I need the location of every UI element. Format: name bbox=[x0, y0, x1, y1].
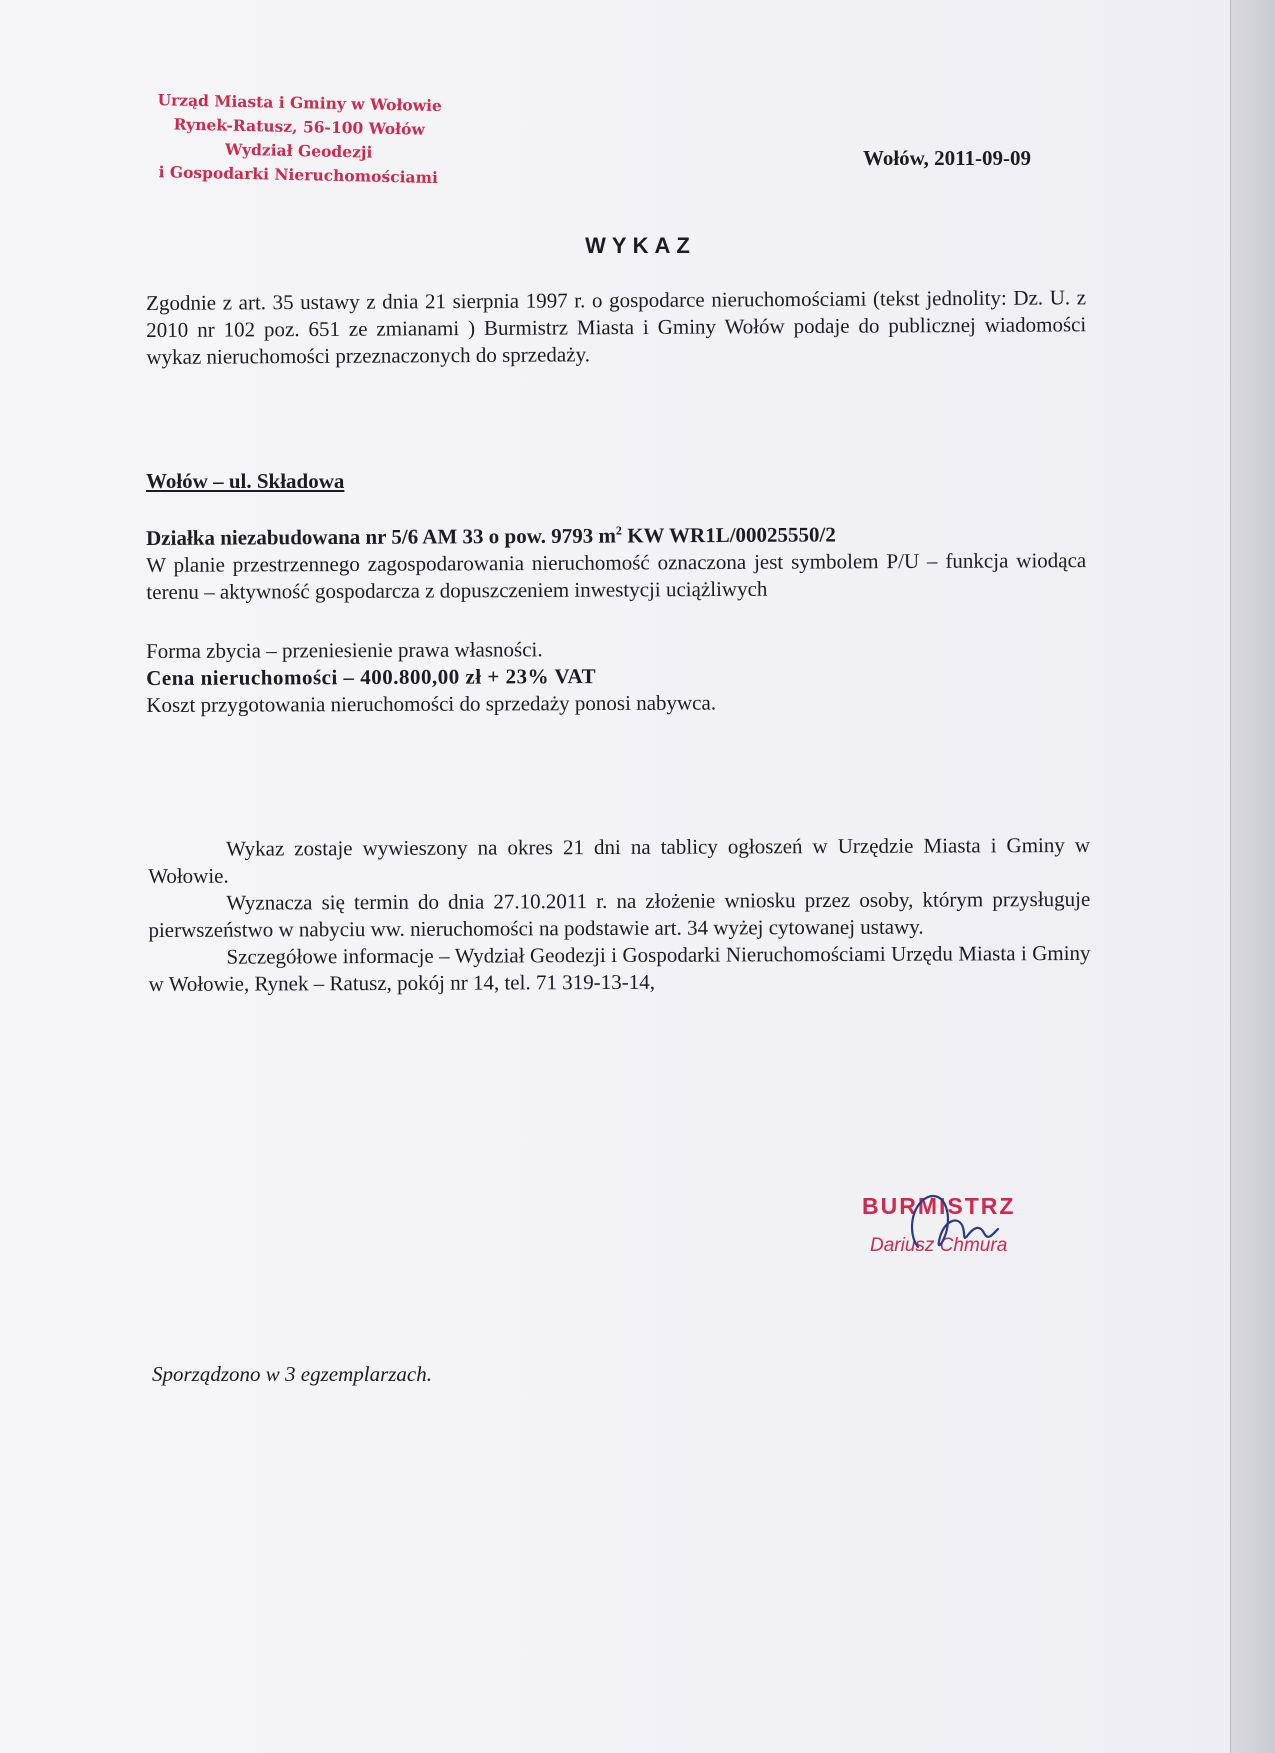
signature-title: BURMISTRZ bbox=[862, 1193, 1016, 1219]
signature-block bbox=[860, 1185, 1090, 1295]
notice-section bbox=[148, 832, 1091, 998]
sale-price: Cena nieruchomości – 400.800,00 zł + 23% VAT bbox=[146, 664, 597, 690]
stamp-line-3: Wydział Geodezji bbox=[224, 139, 373, 162]
notice-paragraph-1: Wykaz zostaje wywieszony na okres 21 dni na tablicy ogłoszeń w Urzędzie Miasta i Gminy w Wołowie. bbox=[148, 832, 1091, 888]
scan-edge bbox=[1230, 0, 1275, 1753]
office-stamp bbox=[148, 88, 450, 190]
document-date: Wołów, 2011-09-09 bbox=[863, 146, 1032, 170]
sale-form: Forma zbycia – przeniesienie prawa własności. bbox=[146, 637, 543, 663]
intro-paragraph: Zgodnie z art. 35 ustawy z dnia 21 sierpnia 1997 r. o gospodarce nieruchomościami (tekst jednolity: Dz. U. z 2010 nr 102 poz. 651 ze zmianami ) Burmistrz Miasta i Gminy Wołów podaje do publicznej wiadomości wykaz nieruchomości przeznaczonych do sprzedaży. bbox=[146, 285, 1087, 369]
document-title: WYKAZ bbox=[585, 233, 696, 258]
notice-paragraph-2: Wyznacza się termin do dnia 27.10.2011 r. na złożenie wniosku przez osoby, którym przysługuje pierwszeństwo w nabyciu ww. nieruchomości na podstawie art. 34 wyżej cytowanej ustawy. bbox=[148, 886, 1091, 942]
property-heading-main: Działka niezabudowana nr 5/6 AM 33 o pow. 9793 m bbox=[146, 523, 616, 550]
property-description: W planie przestrzennego zagospodarowania nieruchomość oznaczona jest symbolem P/U – funkcja wiodąca terenu – aktywność gospodarcza z dopuszczeniem inwestycji uciążliwych bbox=[146, 548, 1087, 604]
sale-section bbox=[146, 634, 1086, 719]
stamp-line-2: Rynek-Ratusz, 56-100 Wołów bbox=[173, 114, 425, 139]
stamp-line-4: i Gospodarki Nieruchomościami bbox=[158, 162, 439, 188]
handwritten-signature-icon bbox=[900, 1185, 1020, 1265]
sale-cost: Koszt przygotowania nieruchomości do sprzedaży ponosi nabywca. bbox=[146, 690, 717, 717]
notice-paragraph-3: Szczegółowe informacje – Wydział Geodezji i Gospodarki Nieruchomościami Urzędu Miasta i Gminy w Wołowie, Rynek – Ratusz, pokój nr 14, tel. 71 319-13-14, bbox=[148, 940, 1091, 996]
property-section bbox=[146, 515, 1086, 606]
area-unit-superscript: 2 bbox=[615, 523, 622, 538]
property-land-register: KW WR1L/00025550/2 bbox=[621, 522, 836, 548]
property-location: Wołów – ul. Składowa bbox=[146, 469, 345, 493]
stamp-line-1: Urząd Miasta i Gminy w Wołowie bbox=[157, 90, 443, 116]
property-heading bbox=[146, 515, 1086, 552]
copies-note: Sporządzono w 3 egzemplarzach. bbox=[152, 1362, 433, 1386]
signature-name: Dariusz Chmura bbox=[870, 1235, 1008, 1256]
